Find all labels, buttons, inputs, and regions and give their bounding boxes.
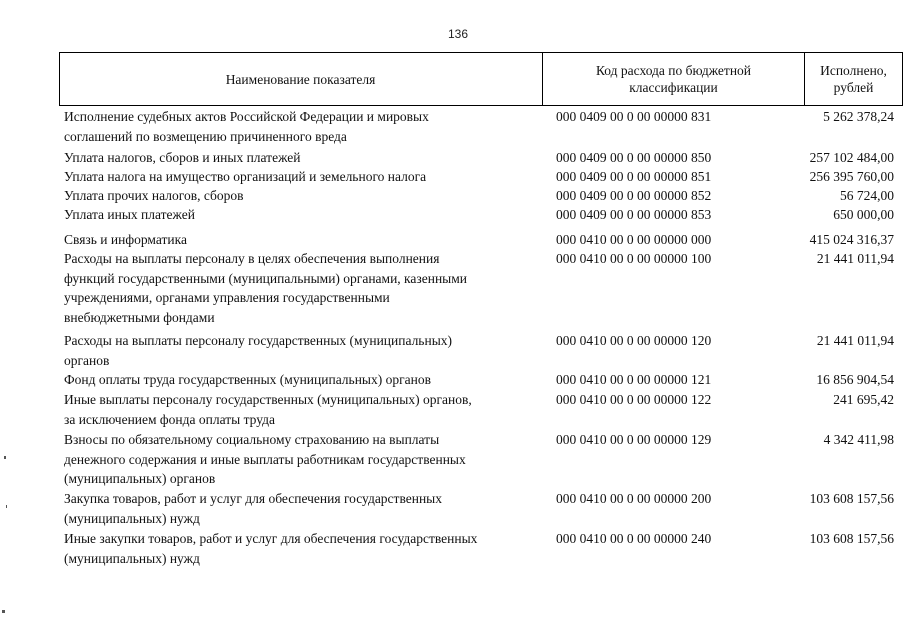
row-code: 000 0410 00 0 00 00000 100 bbox=[556, 251, 712, 266]
row-amount: 241 695,42 bbox=[833, 392, 894, 407]
row-amount: 21 441 011,94 bbox=[816, 251, 894, 266]
row-code: 000 0410 00 0 00 00000 122 bbox=[556, 392, 712, 407]
scan-speck bbox=[6, 505, 7, 508]
row-name: Связь и информатика bbox=[64, 232, 187, 247]
row-code: 000 0410 00 0 00 00000 120 bbox=[556, 333, 712, 348]
row-amount: 415 024 316,37 bbox=[809, 232, 894, 247]
row-amount: 103 608 157,56 bbox=[809, 491, 894, 506]
row-name: Уплата иных платежей bbox=[64, 207, 195, 222]
row-code: 000 0409 00 0 00 00000 851 bbox=[556, 169, 712, 184]
table-header bbox=[59, 52, 902, 106]
row-amount: 56 724,00 bbox=[840, 188, 894, 203]
row-name: Расходы на выплаты персоналу государственных (муниципальных) органов bbox=[64, 333, 453, 368]
row-amount: 103 608 157,56 bbox=[809, 531, 894, 546]
header-amount: Исполнено, рублей bbox=[820, 63, 887, 95]
row-code: 000 0409 00 0 00 00000 831 bbox=[556, 109, 712, 124]
row-code: 000 0410 00 0 00 00000 121 bbox=[556, 372, 712, 387]
row-code: 000 0410 00 0 00 00000 129 bbox=[556, 432, 712, 447]
row-code: 000 0410 00 0 00 00000 000 bbox=[556, 232, 712, 247]
row-code: 000 0410 00 0 00 00000 240 bbox=[556, 531, 712, 546]
header-name: Наименование показателя bbox=[59, 53, 543, 105]
row-name: Взносы по обязательному социальному страхованию на выплаты денежного содержания и иные выплаты работникам государственных (муниципальных) органов bbox=[64, 432, 466, 486]
row-name: Фонд оплаты труда государственных (муниципальных) органов bbox=[64, 372, 431, 387]
page-number: 136 bbox=[447, 27, 469, 41]
row-name: Уплата налогов, сборов и иных платежей bbox=[64, 150, 301, 165]
row-name: Закупка товаров, работ и услуг для обеспечения государственных (муниципальных) нужд bbox=[64, 491, 443, 526]
row-code: 000 0410 00 0 00 00000 200 bbox=[556, 491, 712, 506]
row-amount: 16 856 904,54 bbox=[816, 372, 894, 387]
row-name: Уплата прочих налогов, сборов bbox=[64, 188, 244, 203]
scan-speck bbox=[4, 456, 6, 459]
row-amount: 5 262 378,24 bbox=[823, 109, 894, 124]
row-code: 000 0409 00 0 00 00000 853 bbox=[556, 207, 712, 222]
row-amount: 21 441 011,94 bbox=[816, 333, 894, 348]
row-code: 000 0409 00 0 00 00000 852 bbox=[556, 188, 712, 203]
row-amount: 257 102 484,00 bbox=[809, 150, 894, 165]
header-code: Код расхода по бюджетной классификации bbox=[543, 53, 805, 105]
row-name: Иные выплаты персоналу государственных (муниципальных) органов, за исключением фонда оплаты труда bbox=[64, 392, 472, 427]
row-name: Иные закупки товаров, работ и услуг для обеспечения государственных (муниципальных) нужд bbox=[64, 531, 478, 566]
table-right-border bbox=[902, 52, 903, 106]
row-amount: 256 395 760,00 bbox=[809, 169, 894, 184]
table-left-border bbox=[59, 52, 60, 106]
row-name: Исполнение судебных актов Российской Федерации и мировых соглашений по возмещению причиненного вреда bbox=[64, 109, 429, 144]
scan-speck bbox=[2, 610, 5, 613]
row-name: Расходы на выплаты персоналу в целях обеспечения выполнения функций государственными (муниципальными) органами, казенными учреждениями, органами управления государственными внебюджетными фондами bbox=[64, 251, 468, 325]
row-amount: 4 342 411,98 bbox=[823, 432, 894, 447]
row-name: Уплата налога на имущество организаций и земельного налога bbox=[64, 169, 427, 184]
row-code: 000 0409 00 0 00 00000 850 bbox=[556, 150, 712, 165]
row-amount: 650 000,00 bbox=[833, 207, 894, 222]
